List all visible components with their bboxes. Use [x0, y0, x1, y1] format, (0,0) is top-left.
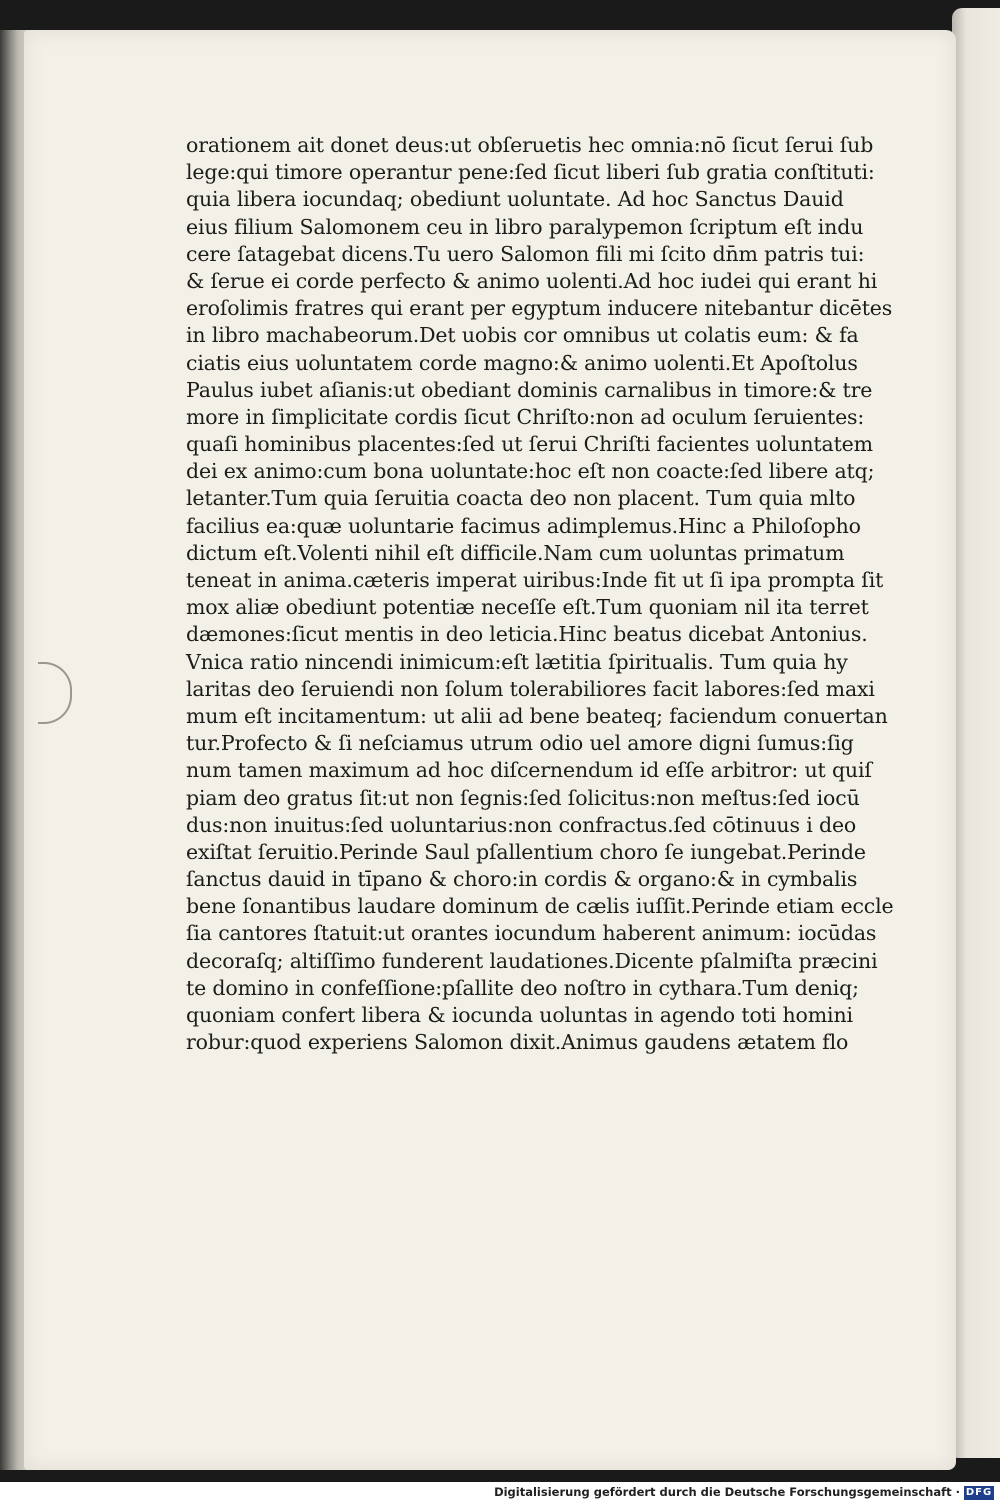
- text-line: letanter.Tum quia ſeruitia coacta deo non placent. Tum quia mlto: [186, 486, 856, 511]
- dfg-logo-icon: DFG: [965, 1487, 993, 1498]
- text-line: more in ſimplicitate cordis ſicut Chriſto:non ad oculum ſeruientes:: [186, 404, 865, 429]
- text-line: orationem ait donet deus:ut obſeruetis hec omnia:nō ſicut ſerui ſub: [186, 133, 874, 157]
- funding-credit: Digitalisierung gefördert durch die Deutsche Forschungsgemeinschaft ·: [494, 1485, 960, 1499]
- text-line: piam deo gratus ſit:ut non ſegnis:ſed ſolicitus:non meſtus:ſed iocū: [186, 785, 860, 810]
- text-line: eroſolimis fratres qui erant per egyptum inducere nitebantur dicētes: [186, 296, 893, 321]
- text-line: num tamen maximum ad hoc diſcernendum id eſſe arbitror: ut quiſ: [186, 758, 872, 783]
- text-line: ſia cantores ſtatuit:ut orantes iocundum haberent animum: iocūdas: [186, 921, 877, 946]
- text-line: cere ſatagebat dicens.Tu uero Salomon fili mi ſcito dn̄m patris tui:: [186, 241, 865, 266]
- text-line: Vnica ratio nincendi inimicum:eſt lætitia ſpiritualis. Tum quia hy: [186, 649, 848, 674]
- text-line: ſanctus dauid in tīpano & choro:in cordis & organo:& in cymbalis: [186, 867, 858, 892]
- text-line: quoniam confert libera & iocunda uoluntas in agendo toti homini: [186, 1003, 853, 1027]
- page-clip-mark: [38, 662, 72, 724]
- footer-bar: [0, 1482, 1000, 1505]
- text-line: Paulus iubet aſianis:ut obediant dominis carnalibus in timore:& tre: [186, 377, 873, 402]
- facing-page-edge: [952, 8, 1000, 1458]
- text-line: laritas deo ſeruiendi non ſolum tolerabiliores facit labores:ſed maxi: [186, 676, 875, 701]
- text-line: exiſtat ſeruitio.Perinde Saul pſallentium choro ſe iungebat.Perinde: [186, 839, 866, 864]
- text-line: facilius ea:quæ uoluntarie facimus adimplemus.Hinc a Philoſopho: [186, 513, 861, 538]
- text-line: mum eſt incitamentum: ut alii ad bene beateq; faciendum conuertan: [186, 703, 888, 728]
- text-line: in libro machabeorum.Det uobis cor omnibus ut colatis eum: & fa: [186, 323, 859, 348]
- text-line: quia libera iocundaq; obediunt uoluntate. Ad hoc Sanctus Dauid: [186, 187, 844, 212]
- text-line: teneat in anima.cæteris imperat uiribus:Inde fit ut ſi ipa prompta ſit: [186, 568, 884, 592]
- text-line: decoraſq; altiſſimo funderent laudationes.Dicente pſalmiſta præcini: [186, 948, 878, 973]
- text-line: eius filium Salomonem ceu in libro paralypemon ſcriptum eſt indu: [186, 214, 864, 239]
- text-line: te domino in confeſſione:pſallite deo noſtro in cythara.Tum deniq;: [186, 975, 859, 1000]
- text-line: tur.Profecto & ſi neſciamus utrum odio uel amore digni ſumus:ſig: [186, 731, 854, 756]
- text-line: dæmones:ſicut mentis in deo leticia.Hinc beatus dicebat Antonius.: [186, 622, 868, 647]
- text-line: & ſerue ei corde perfecto & animo uolenti.Ad hoc iudei qui erant hi: [186, 268, 878, 293]
- text-line: bene ſonantibus laudare dominum de cælis iuſſit.Perinde etiam eccle: [186, 894, 894, 919]
- page-text: [186, 132, 896, 1056]
- text-line: robur:quod experiens Salomon dixit.Animus gaudens ætatem flo: [186, 1030, 849, 1055]
- text-line: ciatis eius uoluntatem corde magno:& animo uolenti.Et Apoſtolus: [186, 350, 858, 375]
- text-line: dictum eſt.Volenti nihil eſt difficile.Nam cum uoluntas primatum: [186, 540, 845, 565]
- text-line: quaſi hominibus placentes:ſed ut ſerui Chriſti facientes uoluntatem: [186, 432, 873, 457]
- text-line: mox aliæ obediunt potentiæ neceſſe eſt.Tum quoniam nil ita terret: [186, 595, 869, 620]
- text-line: lege:qui timore operantur pene:ſed ſicut liberi ſub gratia conſtituti:: [186, 160, 875, 185]
- text-line: dei ex animo:cum bona uoluntate:hoc eſt non coacte:ſed libere atq;: [186, 459, 875, 484]
- text-line: dus:non inuitus:ſed uoluntarius:non confractus.ſed cōtinuus i deo: [186, 812, 857, 837]
